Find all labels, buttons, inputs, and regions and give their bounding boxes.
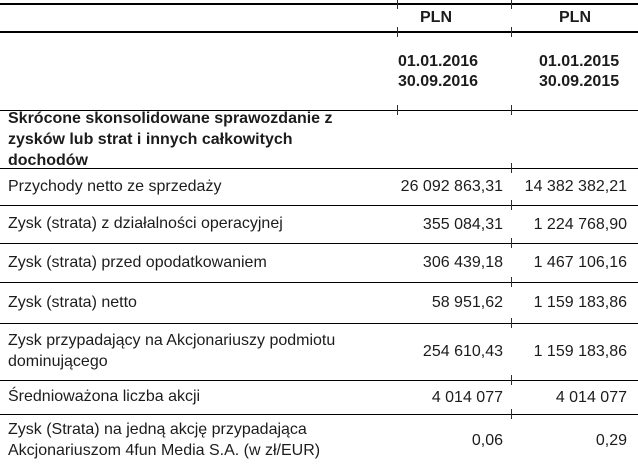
- period-end-2015: 30.09.2015: [539, 72, 620, 90]
- table-row-net-revenue: [0, 169, 638, 206]
- currency-header-row: [0, 5, 638, 33]
- row-value-2016: 254 610,43: [422, 343, 503, 360]
- column-boundary-tick: [397, 27, 398, 37]
- column-boundary-tick: [511, 277, 512, 287]
- row-label: Zysk przypadający na Akcjonariuszy podmiotu dominującego: [8, 332, 336, 370]
- column-boundary-tick: [397, 0, 398, 9]
- row-value-2015: 1 159 183,86: [533, 294, 627, 311]
- column-boundary-tick: [511, 0, 512, 9]
- column-boundary-tick: [511, 318, 512, 328]
- period-header-2015: [516, 52, 638, 92]
- row-value-2015: 0,29: [595, 431, 627, 449]
- column-boundary-tick: [397, 105, 398, 115]
- column-boundary-tick: [511, 200, 512, 210]
- row-value-2015: 4 014 077: [555, 388, 627, 406]
- section-title-line-1: Skrócone skonsolidowane sprawozdanie z: [8, 110, 333, 127]
- table-row-net-profit: [0, 283, 638, 324]
- row-value-2016: 355 084,31: [422, 215, 503, 233]
- column-boundary-tick: [511, 163, 512, 173]
- row-label: Zysk (strata) przed opodatkowaniem: [8, 253, 267, 271]
- table-row-weighted-average-shares: [0, 381, 638, 415]
- table-row-profit-before-tax: [0, 244, 638, 283]
- column-boundary-tick: [511, 375, 512, 385]
- row-label: Średnioważona liczba akcji: [8, 388, 201, 406]
- table-row-profit-attributable-shareholders: [0, 324, 638, 381]
- row-label: Zysk (strata) netto: [8, 293, 137, 311]
- section-title-line-2: zysków lub strat i innych całkowitych dochodów: [8, 131, 293, 169]
- section-title: [0, 108, 398, 171]
- table-row-earnings-per-share: [0, 415, 638, 466]
- period-start-2015: 01.01.2015: [539, 52, 620, 70]
- row-label: Zysk (Strata) na jedną akcję przypadająca Akcjonariuszom 4fun Media S.A. (w zł/EUR): [8, 420, 321, 459]
- table-row-operating-profit: [0, 206, 638, 244]
- column-boundary-tick: [511, 238, 512, 248]
- row-value-2015: 1 467 106,16: [533, 254, 627, 271]
- row-value-2016: 58 951,62: [431, 294, 503, 311]
- row-value-2016: 306 439,18: [422, 254, 503, 271]
- currency-header-2015: PLN: [559, 9, 591, 26]
- row-value-2016: 26 092 863,31: [400, 178, 503, 195]
- row-value-2016: 4 014 077: [431, 388, 503, 406]
- financial-table: [0, 3, 638, 466]
- period-end-2016: 30.09.2016: [398, 72, 479, 90]
- column-boundary-tick: [511, 105, 512, 115]
- currency-header-2016: PLN: [420, 9, 452, 26]
- section-title-row: [0, 111, 638, 169]
- column-boundary-tick: [511, 409, 512, 419]
- row-value-2015: 1 224 768,90: [533, 215, 627, 233]
- row-value-2015: 14 382 382,21: [524, 178, 627, 195]
- row-label: Zysk (strata) z działalności operacyjnej: [8, 215, 283, 233]
- row-value-2015: 1 159 183,86: [533, 343, 627, 360]
- column-boundary-tick: [511, 27, 512, 37]
- period-header-2016: [398, 52, 516, 92]
- row-value-2016: 0,06: [471, 431, 503, 449]
- row-label: Przychody netto ze sprzedaży: [8, 177, 222, 195]
- period-header-row: [0, 33, 638, 111]
- period-start-2016: 01.01.2016: [398, 52, 479, 70]
